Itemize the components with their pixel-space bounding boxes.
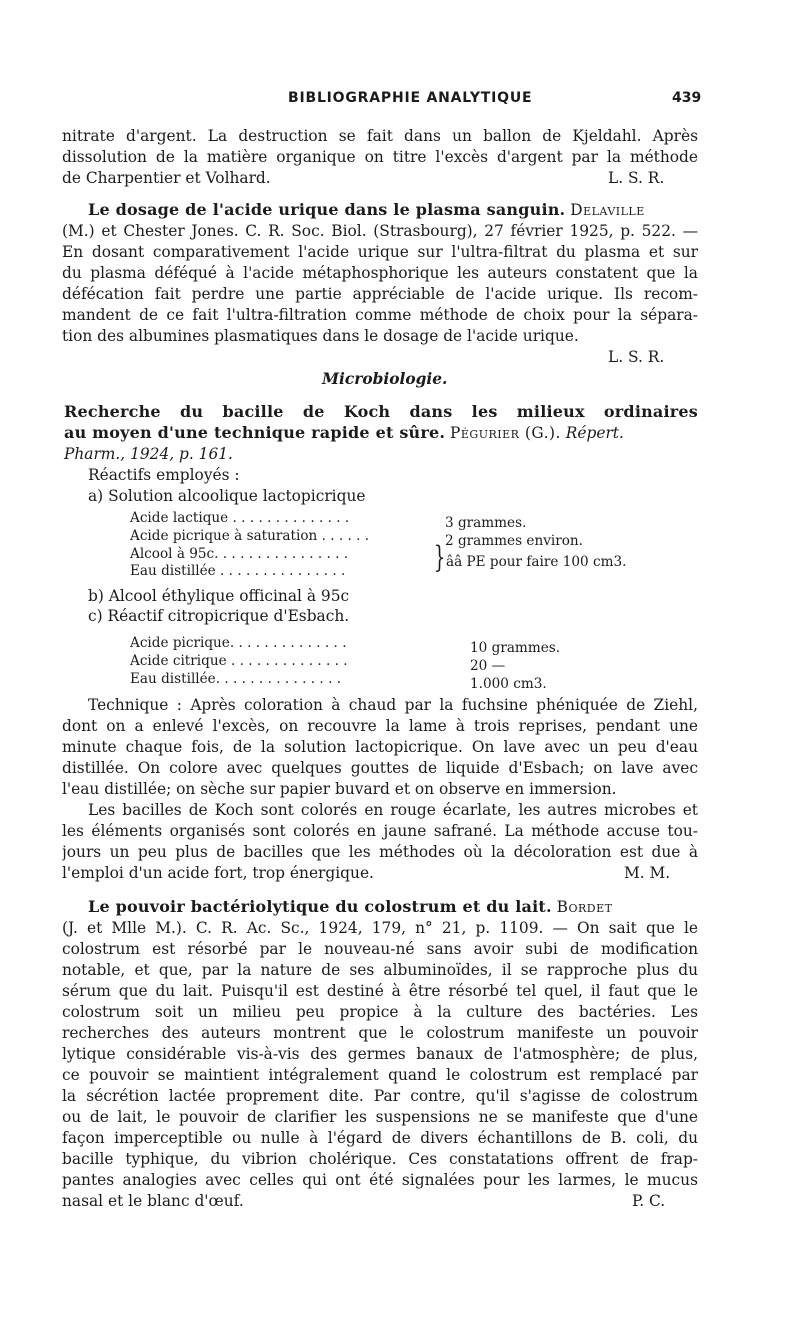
entry3-reference: Pharm., 1924, p. 161.	[64, 445, 233, 463]
entry3-title-line-1: Recherche du bacille de Koch dans les milieux ordinaires	[64, 402, 698, 421]
recipe-a-quantity: 2 grammes environ.	[445, 533, 583, 549]
entry2-line-5: tion des albumines plasmatiques dans le dosage de l'acide urique.	[62, 327, 579, 345]
entry2-title-row	[88, 200, 645, 220]
running-title: BIBLIOGRAPHIE ANALYTIQUE	[288, 90, 533, 106]
entry4-line-1: colostrum est résorbé par le nouveau-né sans avoir subi de modification	[62, 940, 698, 958]
result-line-3: jours un peu plus de bacilles que les méthodes où la décoloration est due à	[62, 843, 698, 861]
entry2-line-4: mandent de ce fait l'ultra-filtration comme méthode de choix pour la sépara-	[62, 306, 698, 324]
entry1-line-1: nitrate d'argent. La destruction se fait dans un ballon de Kjeldahl. Après	[62, 127, 698, 145]
entry4-title: Le pouvoir bactériolytique du colostrum et du lait.	[88, 897, 552, 916]
recipe-a-ingredient: Acide picrique à saturation . . . . . .	[130, 528, 370, 544]
result-line-1: Les bacilles de Koch sont colorés en rouge écarlate, les autres microbes et	[88, 801, 698, 819]
section-heading: Microbiologie.	[322, 370, 448, 388]
recipe-a-quantity: 3 grammes.	[445, 515, 527, 531]
entry4-signature: P. C.	[632, 1192, 666, 1210]
entry1-line-2: dissolution de la matière organique on titre l'excès d'argent par la méthode	[62, 148, 698, 166]
recipe-c-ingredient: Acide picrique. . . . . . . . . . . . . .	[130, 635, 347, 651]
recipe-brace: }	[433, 540, 446, 575]
recipe-a-row-4	[130, 563, 445, 585]
entry2-signature: L. S. R.	[608, 348, 665, 366]
entry4-line-5: recherches des auteurs montrent que le colostrum manifeste un pouvoir	[62, 1024, 698, 1042]
recipe-a-ingredient: Acide lactique . . . . . . . . . . . . . .	[130, 510, 350, 526]
entry4-line-11: bacille typhique, du vibrion cholérique. Ces constatations offrent de frap-	[62, 1150, 698, 1168]
recipe-c-row-3	[130, 671, 547, 693]
technique-line-5: l'eau distillée; on sèche sur papier buvard et on observe en immersion.	[62, 780, 617, 798]
entry4-title-row	[88, 897, 612, 917]
technique-line-1: Technique : Après coloration à chaud par la fuchsine phéniquée de Ziehl,	[88, 696, 698, 714]
entry3-signature: M. M.	[624, 864, 671, 882]
entry4-line-12: pantes analogies avec celles qui ont été signalées pour les larmes, le mucus	[62, 1171, 698, 1189]
entry2-line-1: En dosant comparativement l'acide urique sur l'ultra-filtrat du plasma et sur	[62, 243, 698, 261]
entry4-line-10: façon imperceptible ou nulle à l'égard de divers échantillons de B. coli, du	[62, 1129, 698, 1147]
entry4-author: Bordet	[556, 898, 613, 916]
technique-line-2: dont on a enlevé l'excès, on recouvre la lame à trois reprises, pendant une	[62, 717, 698, 735]
recipe-c-quantity: 20 —	[470, 658, 506, 674]
recipe-a-ingredient: Eau distillée . . . . . . . . . . . . . . .	[130, 563, 346, 579]
entry3-reagent-c: c) Réactif citropicrique d'Esbach.	[88, 607, 350, 625]
recipe-c-quantity: 10 grammes.	[470, 640, 561, 656]
entry3-journal: Répert.	[565, 424, 624, 442]
entry4-line-2: notable, et que, par la nature de ses albuminoïdes, il se rapproche plus du	[62, 961, 698, 979]
entry1-signature: L. S. R.	[608, 169, 665, 187]
entry3-author: Pégurier (G.).	[450, 424, 561, 442]
entry2-line-2: du plasma déféqué à l'acide métaphosphorique les auteurs constatent que la	[62, 264, 698, 282]
entry4-line-6: lytique considérable vis-à-vis des germes banaux de l'atmosphère; de plus,	[62, 1045, 698, 1063]
entry4-line-13: nasal et le blanc d'œuf.	[62, 1192, 244, 1210]
recipe-c-ingredient: Acide citrique . . . . . . . . . . . . . .	[130, 653, 348, 669]
technique-line-4: distillée. On colore avec quelques gouttes de liquide d'Esbach; on lave avec	[62, 759, 698, 777]
entry2-author: Delaville	[570, 201, 645, 219]
technique-line-3: minute chaque fois, de la solution lactopicrique. On lave avec un peu d'eau	[62, 738, 698, 756]
entry4-line-7: ce pouvoir se maintient intégralement quand le colostrum est remplacé par	[62, 1066, 698, 1084]
entry4-line-9: ou de lait, le pouvoir de clarifier les suspensions ne se manifeste que d'une	[62, 1108, 698, 1126]
result-line-4: l'emploi d'un acide fort, trop énergique.	[62, 864, 374, 882]
entry1-line-3: de Charpentier et Volhard.	[62, 169, 271, 187]
entry3-reagent-a: a) Solution alcoolique lactopicrique	[88, 487, 366, 505]
entry4-line-8: la sécrétion lactée proprement dite. Par contre, qu'il s'agisse de colostrum	[62, 1087, 698, 1105]
entry2-line-3: défécation fait perdre une partie appréciable de l'acide urique. Ils recom-	[62, 285, 698, 303]
recipe-c-quantity: 1.000 cm3.	[470, 676, 547, 692]
recipe-c-ingredient: Eau distillée. . . . . . . . . . . . . . .	[130, 671, 342, 687]
entry4-citation: (J. et Mlle M.). C. R. Ac. Sc., 1924, 179, n° 21, p. 1109. — On sait que le	[62, 919, 698, 937]
recipe-a-ingredient: Alcool à 95c. . . . . . . . . . . . . . . .	[130, 546, 349, 562]
entry2-citation: (M.) et Chester Jones. C. R. Soc. Biol. (Strasbourg), 27 février 1925, p. 522. —	[62, 222, 698, 240]
entry3-title-line-2: au moyen d'une technique rapide et sûre.	[64, 423, 446, 442]
entry3-title-row-2	[64, 423, 624, 443]
result-line-2: les éléments organisés sont colorés en jaune safrané. La méthode accuse tou-	[62, 822, 698, 840]
recipe-a-brace-text: ââ PE pour faire 100 cm3.	[446, 554, 627, 570]
entry3-reagents-intro: Réactifs employés :	[88, 466, 240, 484]
entry2-title: Le dosage de l'acide urique dans le plasma sanguin.	[88, 200, 566, 219]
entry4-line-3: sérum que du lait. Puisqu'il est destiné à être résorbé tel quel, il faut que le	[62, 982, 698, 1000]
page-number: 439	[672, 90, 702, 106]
entry3-reagent-b: b) Alcool éthylique officinal à 95c	[88, 587, 350, 605]
entry4-line-4: colostrum soit un milieu peu propice à la culture des bactéries. Les	[62, 1003, 698, 1021]
